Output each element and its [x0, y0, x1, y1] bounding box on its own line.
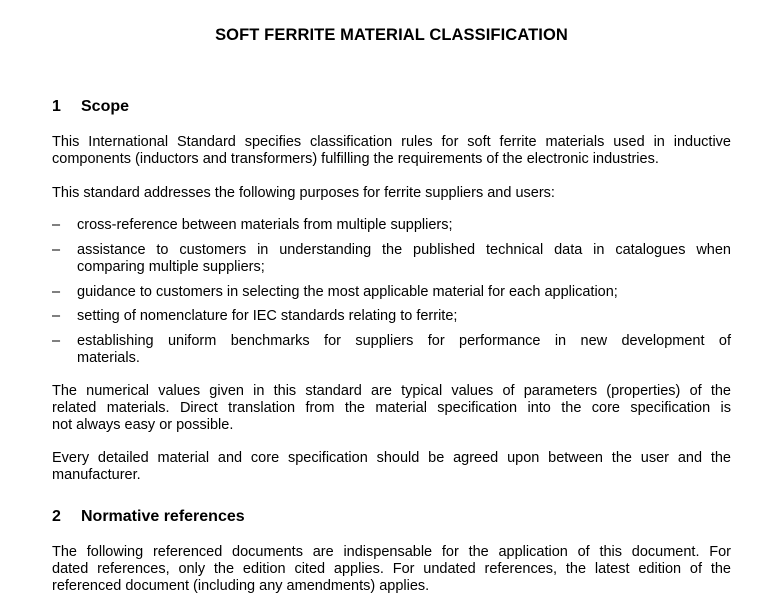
list-item-line: guidance to customers in selecting the most applicable material for each application;: [77, 284, 618, 300]
list-item-line: setting of nomenclature for IEC standards relating to ferrite;: [77, 308, 458, 324]
paragraph: [52, 134, 731, 168]
paragraph-line: dated references, only the edition cited applies. For undated references, the latest edition of the: [52, 561, 731, 577]
paragraph-line: The following referenced documents are indispensable for the application of this document. For: [52, 544, 731, 560]
paragraph-line: referenced document (including any amendments) applies.: [52, 578, 430, 594]
section-number: 2: [52, 508, 61, 525]
bullet-dash: –: [52, 284, 61, 300]
section-title: Scope: [81, 98, 130, 115]
paragraph: [52, 450, 731, 484]
paragraph-line: This International Standard specifies classification rules for soft ferrite materials used in inductive: [52, 134, 731, 150]
list-item-line: comparing multiple suppliers;: [77, 259, 265, 275]
section-number: 1: [52, 98, 61, 115]
section-heading-scope: [52, 98, 129, 116]
list-item-line: establishing uniform benchmarks for suppliers for performance in new development of: [77, 333, 731, 349]
paragraph-line: This standard addresses the following purposes for ferrite suppliers and users:: [52, 185, 555, 201]
bullet-dash: –: [52, 308, 61, 324]
document-title: SOFT FERRITE MATERIAL CLASSIFICATION: [215, 26, 568, 44]
bullet-dash: –: [52, 217, 61, 233]
paragraph: [52, 383, 731, 434]
paragraph-line: components (inductors and transformers) fulfilling the requirements of the electronic industries.: [52, 151, 659, 167]
bullet-dash: –: [52, 333, 61, 349]
section-heading-normative-references: [52, 508, 245, 526]
list-item-line: materials.: [77, 350, 140, 366]
paragraph-line: related materials. Direct translation from the material specification into the core specification is: [52, 400, 731, 416]
paragraph-line: manufacturer.: [52, 467, 141, 483]
bullet-dash: –: [52, 242, 61, 258]
paragraph: [52, 185, 731, 202]
section-title: Normative references: [81, 508, 245, 525]
paragraph-line: The numerical values given in this standard are typical values of parameters (properties) of the: [52, 383, 731, 399]
paragraph-line: Every detailed material and core specification should be agreed upon between the user and the: [52, 450, 731, 466]
list-item-line: cross-reference between materials from multiple suppliers;: [77, 217, 453, 233]
list-item-line: assistance to customers in understanding the published technical data in catalogues when: [77, 242, 731, 258]
paragraph-line: not always easy or possible.: [52, 417, 234, 433]
paragraph: [52, 544, 731, 595]
